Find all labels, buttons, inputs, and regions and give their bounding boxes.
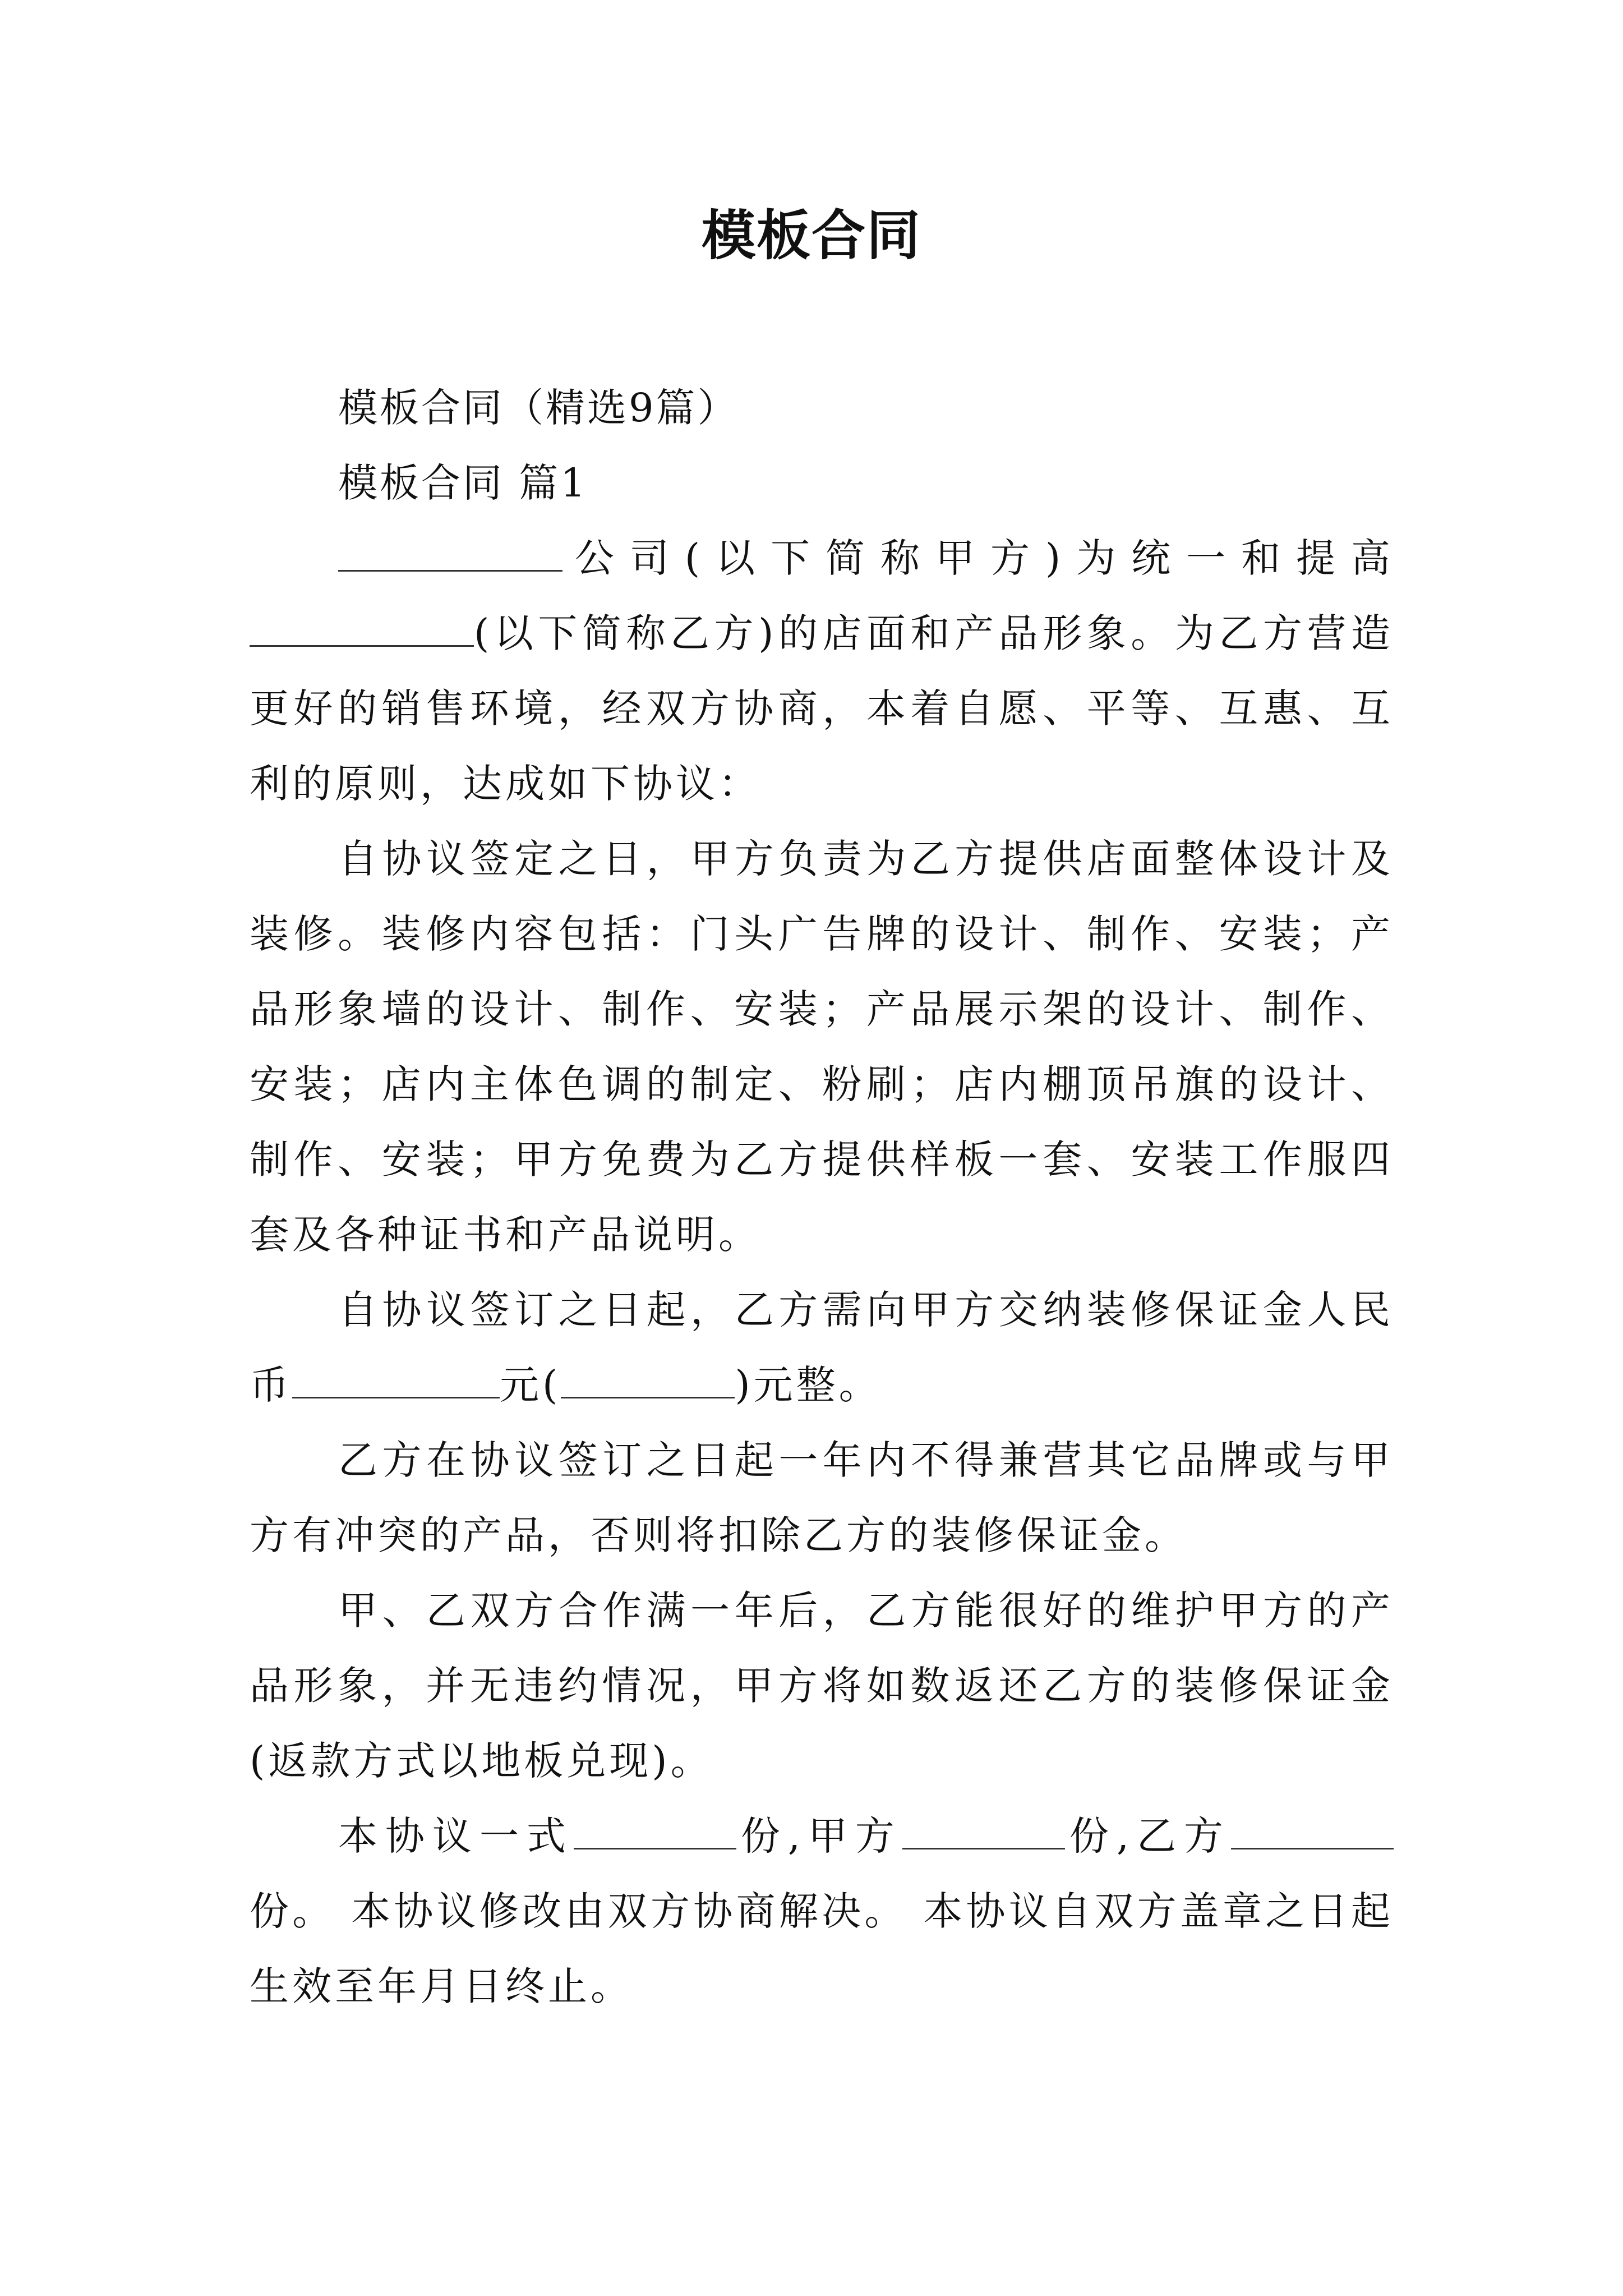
blank-deposit-amount-words bbox=[561, 1362, 735, 1398]
paragraph-decoration-scope: 自协议签定之日，甲方负责为乙方提供店面整体设计及装修。装修内容包括：门头广告牌的设计、制作、安装；产品形象墙的设计、制作、安装；产品展示架的设计、制作、安装；店内主体色调的制定、粉刷；店内棚顶吊旗的设计、制作、安装；甲方免费为乙方提供样板一套、安装工作服四套及各种证书和产品说明。 bbox=[250, 836, 1394, 1258]
document-subtitle: 模板合同（精选9篇） bbox=[338, 385, 739, 431]
paragraph-parties-text-a: 公司(以下简称甲方)为统一和提高 bbox=[562, 535, 1394, 581]
paragraph-exclusivity: 乙方在协议签订之日起一年内不得兼营其它品牌或与甲方有冲突的产品，否则将扣除乙方的装修保证金。 bbox=[250, 1437, 1394, 1558]
blank-total-copies bbox=[574, 1813, 736, 1849]
blank-party-b-name bbox=[250, 610, 474, 647]
blank-deposit-amount bbox=[292, 1362, 500, 1398]
paragraph-copies-text-b: 份,甲方 bbox=[736, 1813, 902, 1859]
document-body bbox=[250, 370, 1394, 2024]
blank-party-b-copies bbox=[1231, 1813, 1394, 1849]
paragraph-parties-text-b: (以下简称乙方)的店面和产品形象。为乙方营造更好的销售环境，经双方协商，本着自愿、平等、互惠、互利的原则，达成如下协议： bbox=[250, 610, 1394, 807]
paragraph-deposit-text-c: )元整。 bbox=[735, 1362, 882, 1408]
paragraph-copies-text-a: 本协议一式 bbox=[338, 1813, 574, 1859]
paragraph-deposit-text-a: 自协议签订之日起，乙方需向甲方交纳装修保证金人民币 bbox=[250, 1287, 1394, 1408]
document-title: 模板合同 bbox=[702, 204, 921, 267]
blank-company-name bbox=[338, 535, 562, 572]
paragraph-deposit-text-b: 元( bbox=[500, 1362, 561, 1408]
paragraph-copies-text-d: 份。 本协议修改由双方协商解决。 本协议自双方盖章之日起生效至年月日终止。 bbox=[250, 1888, 1394, 2009]
blank-party-a-copies bbox=[902, 1813, 1065, 1849]
paragraph-copies-text-c: 份,乙方 bbox=[1064, 1813, 1231, 1859]
paragraph-refund: 甲、乙双方合作满一年后，乙方能很好的维护甲方的产品形象，并无违约情况，甲方将如数返还乙方的装修保证金(返款方式以地板兑现)。 bbox=[250, 1588, 1394, 1784]
paragraph-parties bbox=[250, 521, 1394, 821]
paragraph-deposit bbox=[250, 1272, 1394, 1423]
paragraph-copies bbox=[250, 1798, 1394, 2024]
section-heading: 模板合同 篇1 bbox=[338, 460, 588, 506]
